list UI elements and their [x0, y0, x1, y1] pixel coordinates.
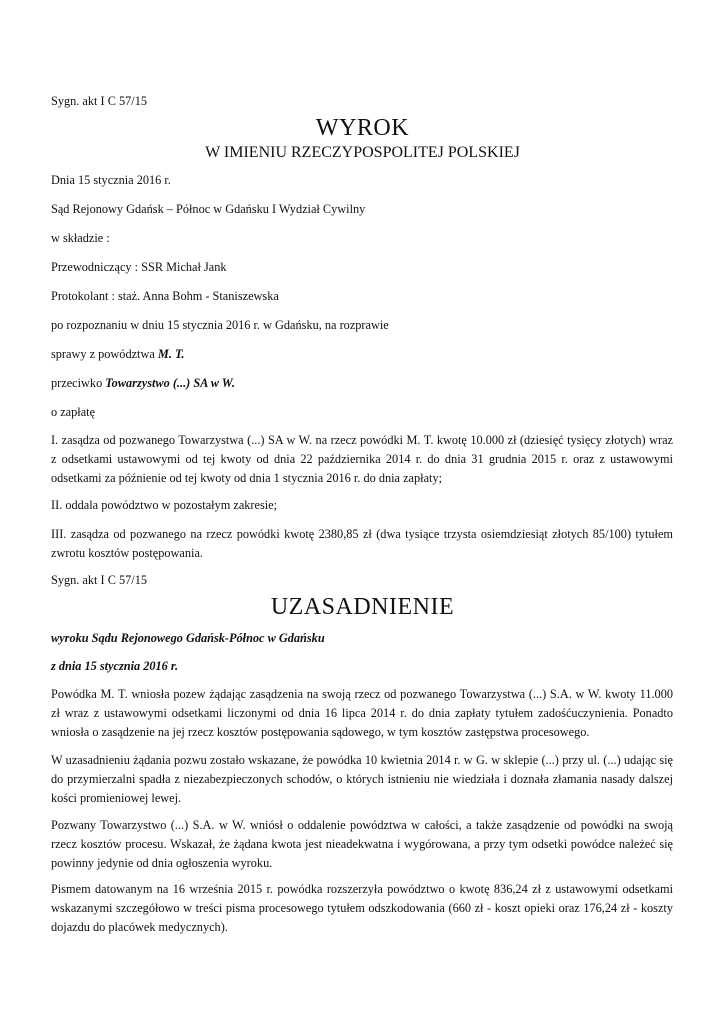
ruling-point-3: III. zasądza od pozwanego na rzecz powódki kwotę 2380,85 zł (dwa tysiące trzysta osiemdziesiąt złotych 85/100) tytułem zwrotu kosztów postępowania. — [51, 527, 673, 560]
court-recorder: Protokolant : staż. Anna Bohm - Staniszewska — [51, 289, 279, 303]
case-signature: Sygn. akt I C 57/15 — [51, 94, 147, 108]
justification-paragraph-1: Powódka M. T. wniosła pozew żądając zasądzenia na swoją rzecz od pozwanego Towarzystwa (...) S.A. w W. kwoty 11.000 zł wraz z ustawowymi odsetkami liczonymi od dnia 16 lipca 2014 r. do dnia zapłaty tytułem zadośćuczynienia. Ponadto wniosła o zasądzenie na jej rzecz kosztów postępowania sądowego, w tym kosztów zastępstwa procesowego. — [51, 687, 673, 739]
judgment-date: Dnia 15 stycznia 2016 r. — [51, 173, 171, 187]
ruling-point-1: I. zasądza od pozwanego Towarzystwa (...) SA w W. na rzecz powódki M. T. kwotę 10.000 zł (dziesięć tysięcy złotych) wraz z odsetkami ustawowymi od tej kwoty od dnia 22 października 2014 r. do dnia 31 grudnia 2015 r. oraz z ustawowymi odsetkami za późnienie od tej kwoty od dnia 1 stycznia 2016 r. do dnia zapłaty; — [51, 433, 673, 485]
document-subtitle: W IMIENIU RZECZYPOSPOLITEJ POLSKIEJ — [205, 144, 520, 161]
against-prefix: przeciwko — [51, 376, 106, 390]
justification-paragraph-3: Pozwany Towarzystwo (...) S.A. w W. wniósł o oddalenie powództwa w całości, a także zasądzenie od powódki na swoją rzecz kosztów procesu. Wskazał, że żądana kwota jest nieadekwatna i wygórowana, a przy tym odsetki powódce należeć się powinny jedynie od dnia ogłoszenia wyroku. — [51, 818, 673, 870]
case-subject: o zapłatę — [51, 405, 96, 419]
presiding-judge: Przewodniczący : SSR Michał Jank — [51, 260, 227, 274]
defendant-name: Towarzystwo (...) SA w W. — [105, 376, 235, 390]
against-line — [51, 374, 675, 393]
document-title: WYROK — [315, 115, 410, 141]
hearing-info: po rozpoznaniu w dniu 15 stycznia 2016 r. w Gdańsku, na rozprawie — [51, 318, 389, 332]
case-line — [51, 345, 675, 364]
justification-subtitle-1: wyroku Sądu Rejonowego Gdańsk-Północ w Gdańsku — [51, 631, 325, 645]
ruling-point-2: II. oddala powództwo w pozostałym zakresie; — [51, 498, 278, 512]
justification-title: UZASADNIENIE — [270, 594, 455, 620]
court-name: Sąd Rejonowy Gdańsk – Północ w Gdańsku I Wydział Cywilny — [51, 202, 366, 216]
composition-label: w składzie : — [51, 231, 110, 245]
justification-paragraph-4: Pismem datowanym na 16 września 2015 r. powódka rozszerzyła powództwo o kwotę 836,24 zł z ustawowymi odsetkami wskazanymi szczegółowo w treści pisma procesowego tytułem odszkodowania (660 zł - koszt opieki oraz 176,24 zł - koszty dojazdu do placówek medycznych). — [51, 882, 673, 934]
justification-subtitle-2: z dnia 15 stycznia 2016 r. — [51, 659, 179, 673]
case-prefix: sprawy z powództwa — [51, 347, 158, 361]
justification-paragraph-2: W uzasadnieniu żądania pozwu zostało wskazane, że powódka 10 kwietnia 2014 r. w G. w sklepie (...) przy ul. (...) udając się do przymierzalni spadła z niezabezpieczonych schodów, o których istnieniu nie wiedziała i doznała złamania nasady dalszej kości promieniowej lewej. — [51, 753, 673, 805]
plaintiff-name: M. T. — [157, 347, 185, 361]
case-signature-2: Sygn. akt I C 57/15 — [51, 573, 147, 587]
